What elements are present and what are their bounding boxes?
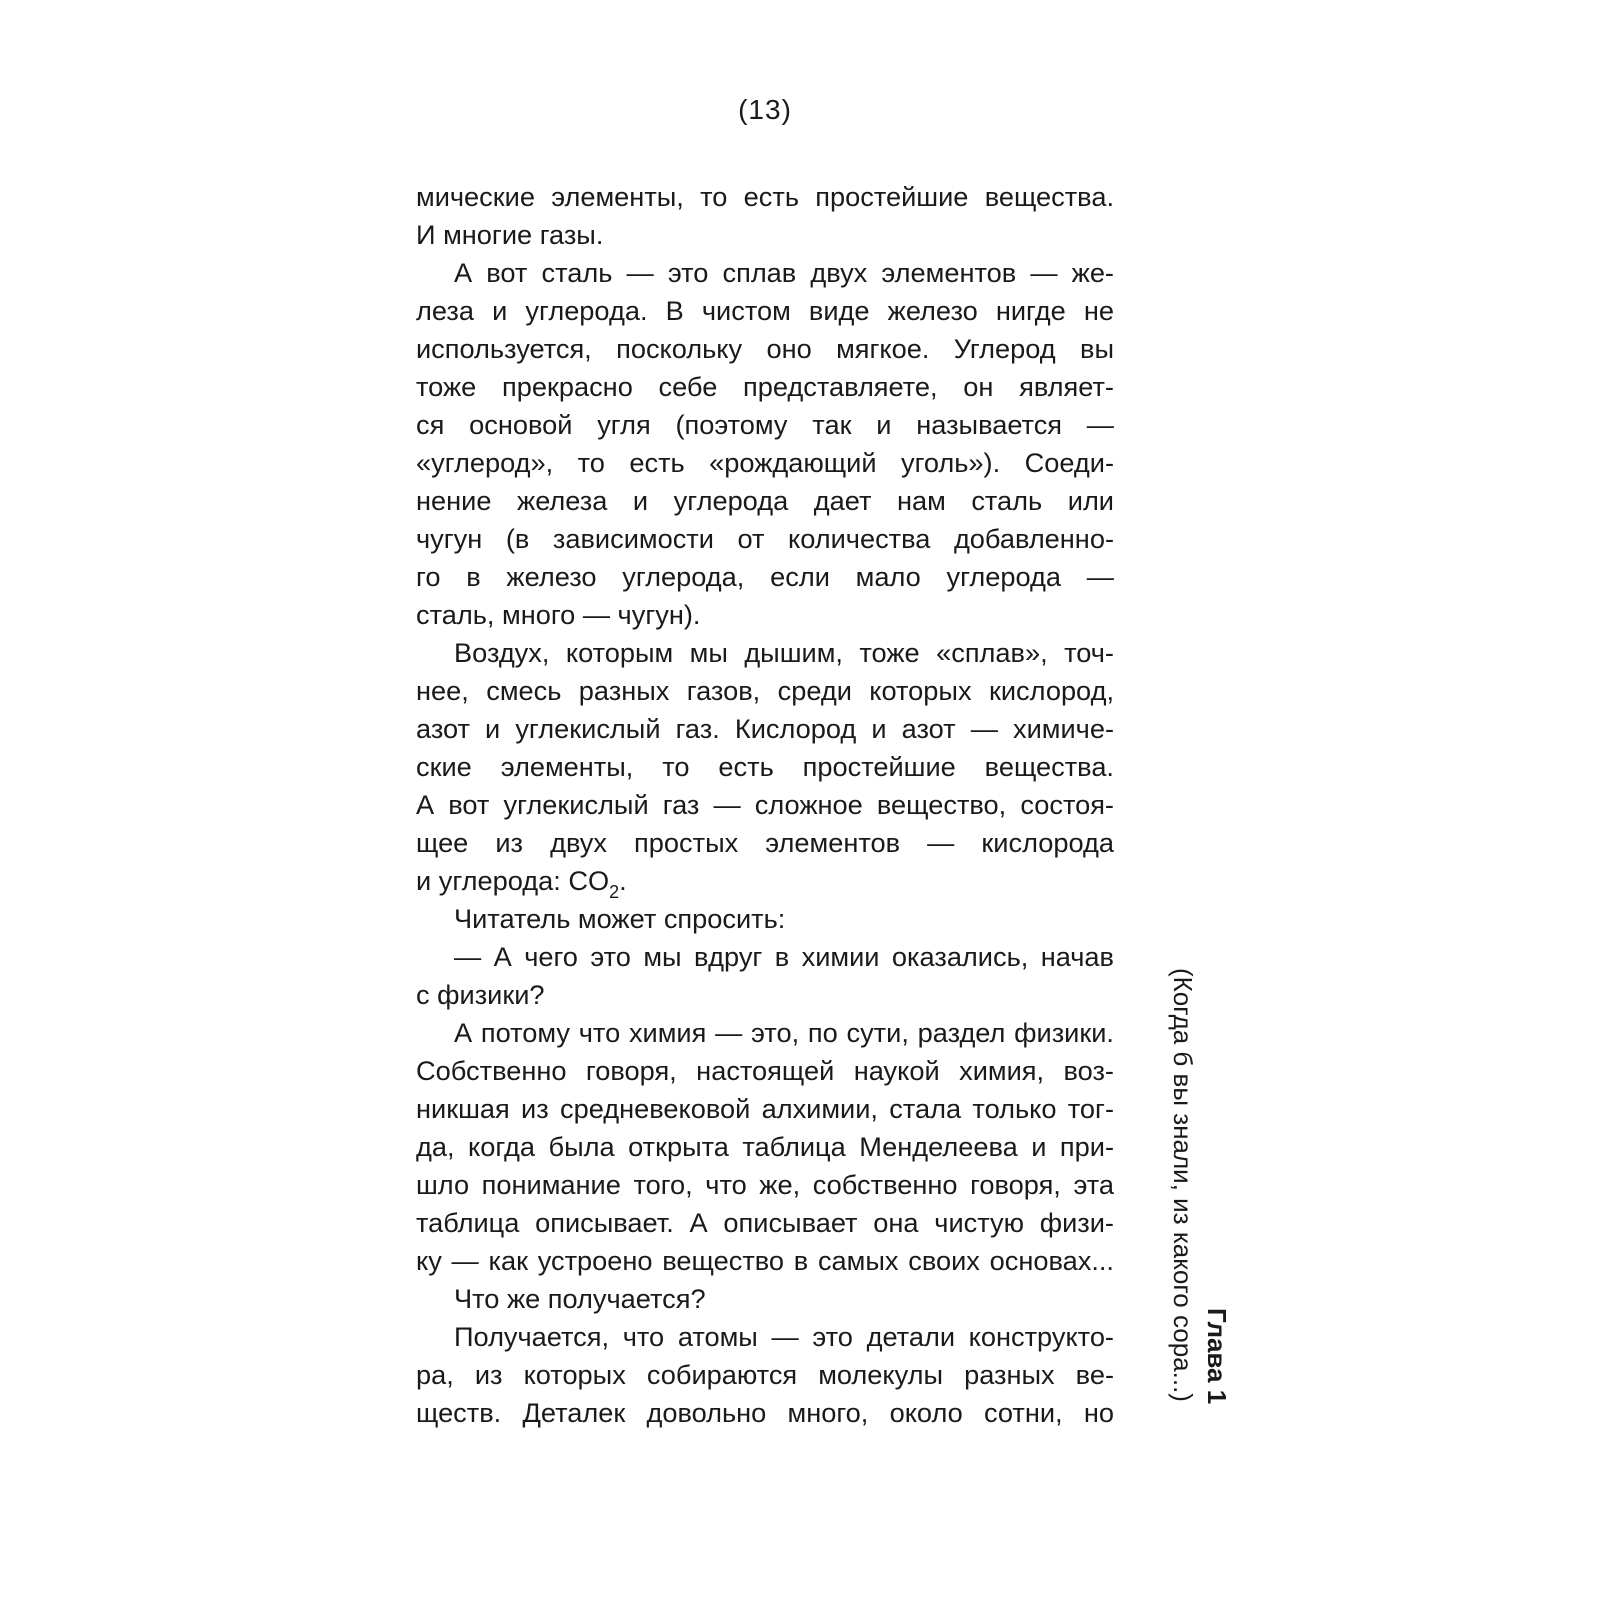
text-line: — А чего это мы вдруг в химии оказались, начав [454, 941, 1114, 972]
text-line: азот и углекислый газ. Кислород и азот — химиче- [416, 713, 1114, 744]
text-line: Получается, что атомы — это детали конструкто- [454, 1321, 1114, 1352]
text-line: ществ. Деталек довольно много, около сотни, но [416, 1397, 1114, 1428]
text-line: нее, смесь разных газов, среди которых кислород, [416, 675, 1114, 706]
formula-tail: . [619, 865, 627, 896]
text-line: используется, поскольку оно мягкое. Углерод вы [416, 333, 1114, 364]
text-line: щее из двух простых элементов — кислорода [416, 827, 1114, 858]
text-line: Читатель может спросить: [454, 903, 786, 934]
text-line: Воздух, которым мы дышим, тоже «сплав», точ- [454, 637, 1114, 668]
chapter-label: Глава 1 [1202, 1308, 1232, 1405]
text-line: ские элементы, то есть простейшие вещества. [416, 751, 1114, 782]
text-line: А вот сталь — это сплав двух элементов — же- [454, 257, 1114, 288]
text-line: да, когда была открыта таблица Менделеева и при- [416, 1131, 1114, 1162]
text-line: мические элементы, то есть простейшие вещества. [416, 181, 1114, 212]
text-line: Что же получается? [454, 1283, 706, 1314]
text-line: А вот углекислый газ — сложное вещество, состоя- [416, 789, 1114, 820]
text-line: ку — как устроено вещество в самых своих основах... [416, 1245, 1114, 1276]
text-line: ра, из которых собираются молекулы разных ве- [416, 1359, 1114, 1390]
text-line: с физики? [416, 979, 545, 1010]
text-line: тоже прекрасно себе представляете, он являет- [416, 371, 1114, 402]
text-line: «углерод», то есть «рождающий уголь»). Соеди- [416, 447, 1114, 478]
text-line: чугун (в зависимости от количества добавленно- [416, 523, 1114, 554]
text-line: Собственно говоря, настоящей наукой химия, воз- [416, 1055, 1114, 1086]
text-line-formula [416, 862, 1114, 900]
text-line: леза и углерода. В чистом виде железо нигде не [416, 295, 1114, 326]
text-line: го в железо углерода, если мало углерода — [416, 561, 1114, 592]
body-text [416, 178, 1114, 1432]
running-head [1122, 968, 1232, 1448]
text-line: И многие газы. [416, 219, 604, 250]
text-line: ся основой угля (поэтому так и называется — [416, 409, 1114, 440]
text-line: А потому что химия — это, по сути, раздел физики. [454, 1017, 1114, 1048]
text-line: никшая из средневековой алхимии, стала только тог- [416, 1093, 1114, 1124]
formula-text: и углерода: CO [416, 865, 610, 896]
chapter-title: (Когда б вы знали, из какого сора...) [1168, 968, 1198, 1402]
text-line: таблица описывает. А описывает она чистую физи- [416, 1207, 1114, 1238]
formula-subscript: 2 [609, 882, 620, 902]
text-line: сталь, много — чугун). [416, 599, 701, 630]
page-number: (13) [738, 94, 792, 125]
text-line: шло понимание того, что же, собственно говоря, эта [416, 1169, 1114, 1200]
text-line: нение железа и углерода дает нам сталь или [416, 485, 1114, 516]
